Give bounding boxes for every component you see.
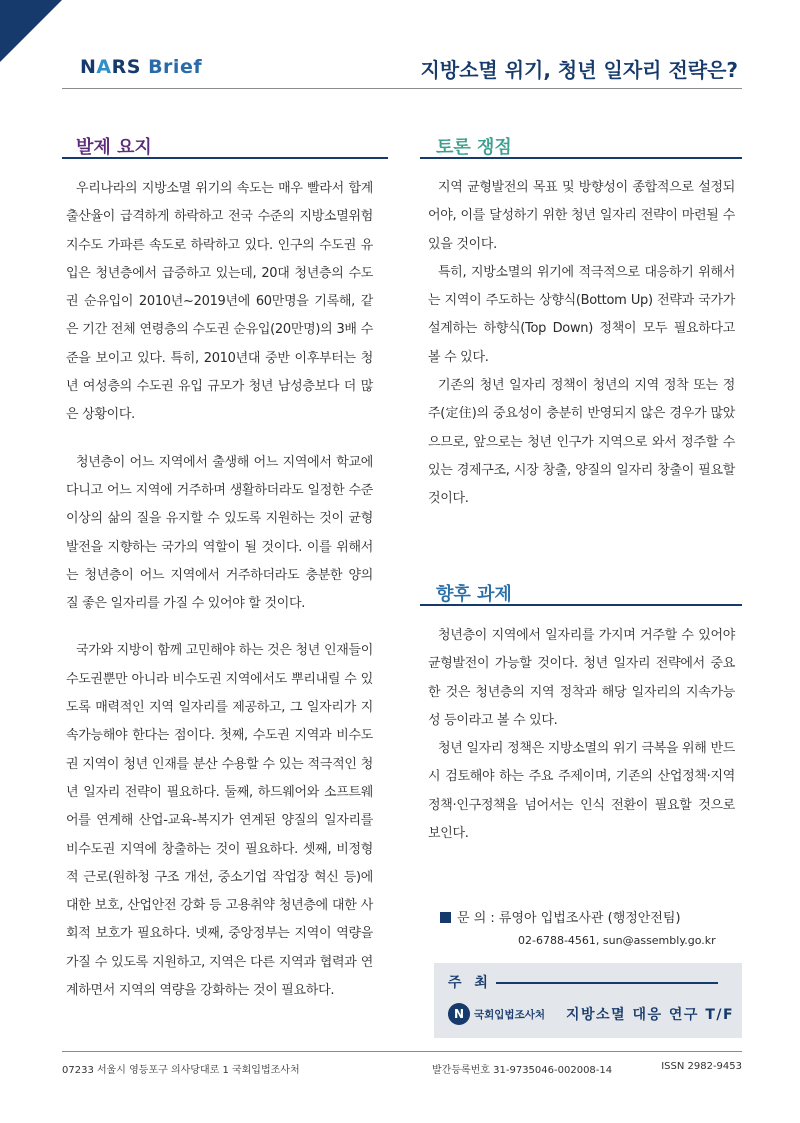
contact-phone-email: 02-6788-4561, sun@assembly.go.kr bbox=[518, 934, 716, 947]
sponsor-label: 주 최 bbox=[448, 975, 492, 991]
nars-emblem-icon: N bbox=[448, 1003, 470, 1025]
summary-paragraph-1: 우리나라의 지방소멸 위기의 속도는 매우 빨라서 합계출산율이 급격하게 하락하고 전국 수준의 지방소멸위험지수도 가파른 속도로 하락하고 있다. 인구의 수도권 유입은 청년층에서 급증하고 있는데, 20대 청년층의 수도권 순유입이 2010년~2019년에 60만명을 기록해, 같은 기간 전체 연령층의 수도권 순유입(20만명)의 3배 수준을 보이고 있다. 특히, 2010년대 중반 이후부터는 청년 여성층의 수도권 유입 규모가 청년 남성층보다 더 많은 상황이다. bbox=[66, 181, 373, 423]
sponsor-divider bbox=[496, 982, 718, 984]
debate-paragraph-1: 지역 균형발전의 목표 및 방향성이 종합적으로 설정되어야, 이를 달성하기 위한 청년 일자리 전략이 마련될 수 있을 것이다. bbox=[428, 180, 735, 252]
footer-divider bbox=[62, 1051, 742, 1052]
logo-brief: Brief bbox=[148, 56, 203, 78]
future-paragraph-2: 청년 일자리 정책은 지방소멸의 위기 극복을 위해 반드시 검토해야 하는 주요 주제이며, 기존의 산업정책·지역정책·인구정책을 넘어서는 인식 전환이 필요할 것으로 보인다. bbox=[428, 741, 735, 842]
section-title-future: 향후 과제 bbox=[436, 584, 512, 605]
report-title: 지방소멸 위기, 청년 일자리 전략은? bbox=[420, 58, 738, 82]
contact-person: 문 의 : 류영아 입법조사관 (행정안전팀) bbox=[457, 911, 681, 926]
footer-address: 07233 서울시 영등포구 의사당대로 1 국회입법조사처 bbox=[62, 1065, 300, 1076]
debate-paragraph-3: 기존의 청년 일자리 정책이 청년의 지역 정착 또는 정주(定住)의 중요성이 충분히 반영되지 않은 경우가 많았으므로, 앞으로는 청년 인구가 지역으로 와서 정주할 수 있는 경제구조, 시장 창출, 양질의 일자리 창출이 필요할 것이다. bbox=[428, 378, 735, 507]
logo-n: N bbox=[80, 56, 97, 78]
contact-info bbox=[440, 908, 716, 952]
section-rule-future bbox=[420, 604, 742, 606]
footer-registration-number: 발간등록번호 31-9735046-002008-14 bbox=[432, 1065, 613, 1076]
summary-body bbox=[66, 175, 373, 1005]
section-rule-summary bbox=[62, 157, 388, 159]
logo-rs: RS bbox=[111, 56, 141, 78]
future-paragraph-1: 청년층이 지역에서 일자리를 가지며 거주할 수 있어야 균형발전이 가능할 것이다. 청년 일자리 전략에서 중요한 것은 청년층의 지역 정착과 해당 일자리의 지속가능성 등이라고 볼 수 있다. bbox=[428, 628, 735, 728]
nars-brief-logo bbox=[80, 56, 202, 78]
footer-issn: ISSN 2982-9453 bbox=[661, 1061, 742, 1072]
section-title-summary: 발제 요지 bbox=[76, 137, 152, 158]
future-body bbox=[428, 622, 735, 848]
summary-paragraph-2: 청년층이 어느 지역에서 출생해 어느 지역에서 학교에 다니고 어느 지역에 거주하며 생활하더라도 일정한 수준 이상의 삶의 질을 유지할 수 있도록 지원하는 것이 균형발전을 지향하는 국가의 역할이 될 것이다. 이를 위해서는 청년층이 어느 지역에서 거주하더라도 충분한 양의 질 좋은 일자리를 가질 수 있어야 할 것이다. bbox=[66, 454, 373, 612]
corner-triangle-decoration bbox=[0, 0, 62, 62]
logo-a: A bbox=[96, 56, 112, 78]
square-bullet-icon bbox=[440, 912, 451, 923]
section-title-debate: 토론 쟁점 bbox=[436, 137, 512, 158]
section-rule-debate bbox=[420, 157, 742, 159]
sponsor-institution: 국회입법조사처 bbox=[474, 1009, 546, 1021]
sponsor-box bbox=[434, 963, 742, 1038]
debate-body bbox=[428, 174, 735, 514]
summary-paragraph-3: 국가와 지방이 함께 고민해야 하는 것은 청년 인재들이 수도권뿐만 아니라 비수도권 지역에서도 뿌리내릴 수 있도록 매력적인 지역 일자리를 제공하고, 그 일자리가 지속가능해야 한다는 점이다. 첫째, 수도권 지역과 비수도권 지역이 청년 인재를 분산 수용할 수 있는 적극적인 청년 일자리 전략이 필요하다. 둘째, 하드웨어와 소프트웨어를 연계해 산업-교육-복지가 연계된 양질의 일자리를 비수도권 지역에 창출하는 것이 필요하다. 셋째, 비정형적 근로(원하청 구조 개선, 중소기업 작업장 혁신 등)에 대한 보호, 산업안전 강화 등 고용취약 청년층에 대한 사회적 보호가 필요하다. 넷째, 중앙정부는 지역이 역량을 가질 수 있도록 지원하고, 지역은 다른 지역과 협력과 연계하면서 지역의 역량을 강화하는 것이 필요하다. bbox=[66, 643, 373, 999]
header-divider bbox=[62, 88, 742, 89]
debate-paragraph-2: 특히, 지방소멸의 위기에 적극적으로 대응하기 위해서는 지역이 주도하는 상향식(Bottom Up) 전략과 국가가 설계하는 하향식(Top Down) 정책이 모두 필요하다고 볼 수 있다. bbox=[428, 264, 735, 365]
sponsor-taskforce: 지방소멸 대응 연구 T/F bbox=[566, 1007, 735, 1023]
